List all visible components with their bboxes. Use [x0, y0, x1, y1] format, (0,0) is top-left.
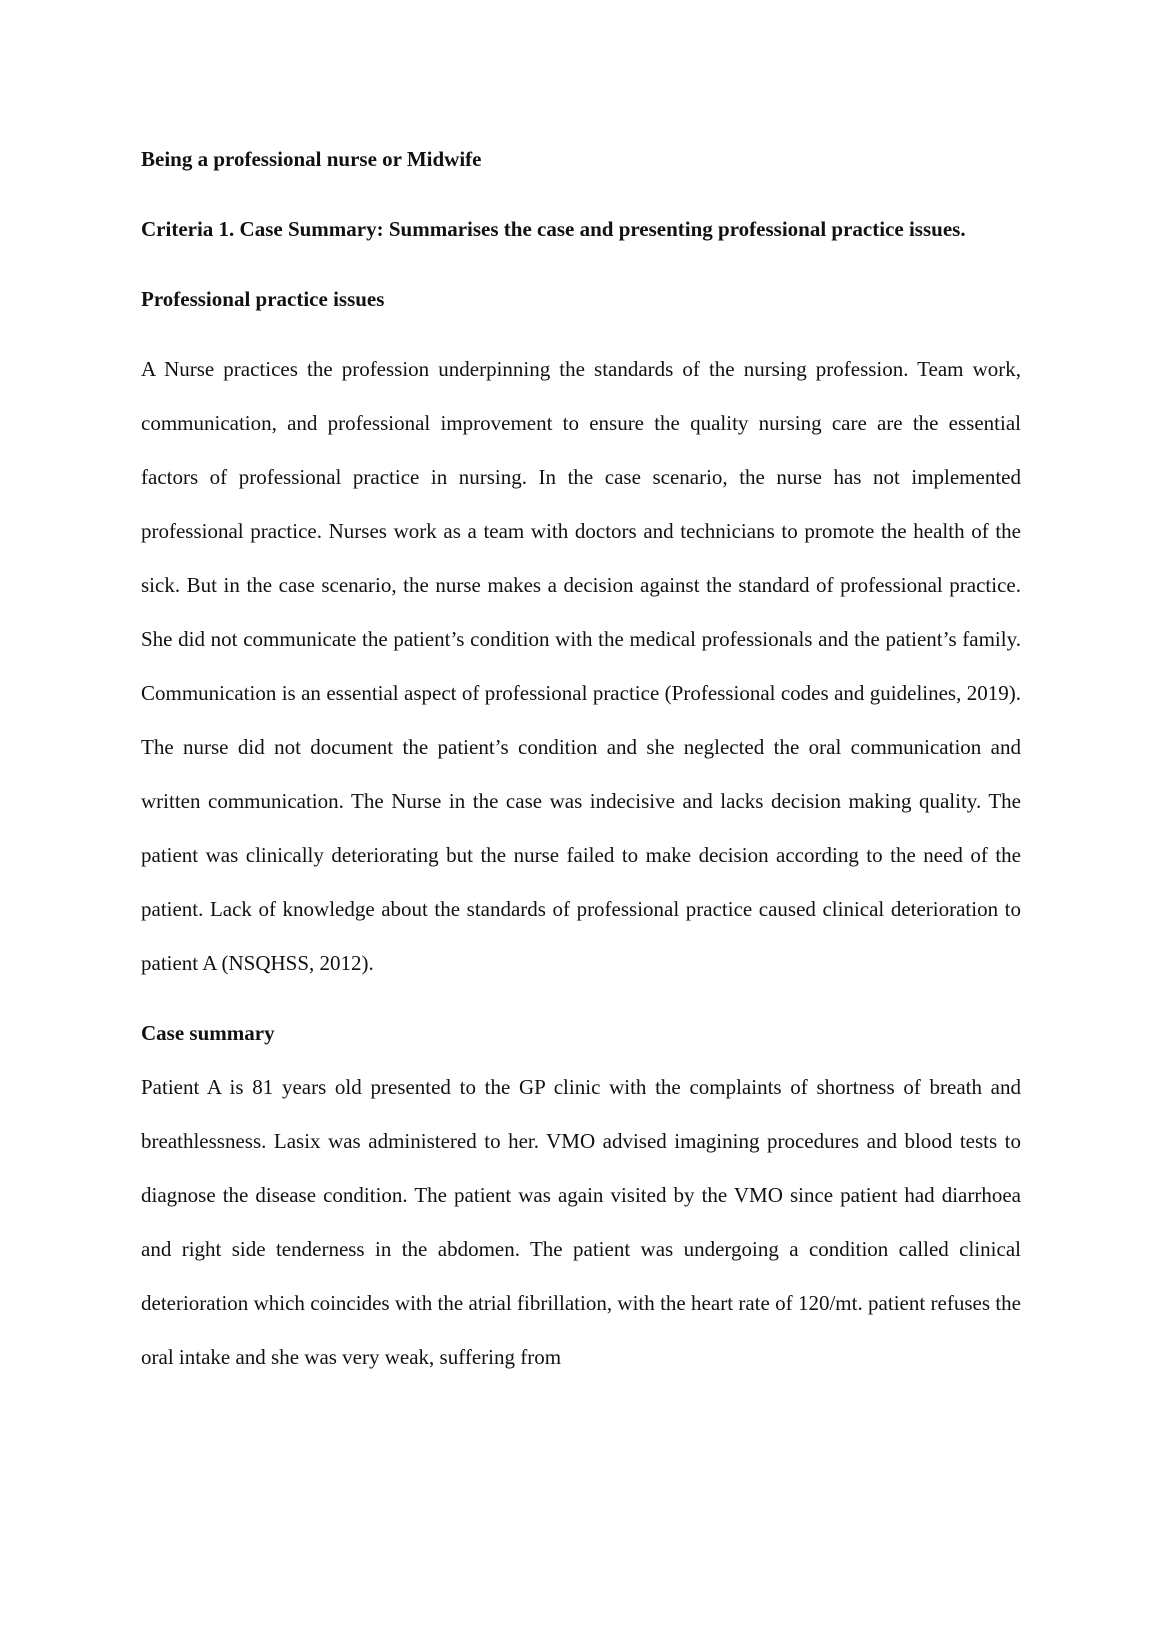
paragraph-professional-practice: A Nurse practices the profession underpinning the standards of the nursing profession. Team work, communication, and professional improvement to ensure the quality nursing care are the essential factors of professional practice in nursing. In the case scenario, the nurse has not implemented professional practice. Nurses work as a team with doctors and technicians to promote the health of the sick. But in the case scenario, the nurse makes a decision against the standard of professional practice. She did not communicate the patient’s condition with the medical professionals and the patient’s family. Communication is an essential aspect of professional practice (Professional codes and guidelines, 2019). The nurse did not document the patient’s condition and she neglected the oral communication and written communication. The Nurse in the case was indecisive and lacks decision making quality. The patient was clinically deteriorating but the nurse failed to make decision according to the need of the patient. Lack of knowledge about the standards of professional practice caused clinical deterioration to patient A (NSQHSS, 2012).	[141, 357, 1021, 975]
section-heading-case-summary: Case summary	[141, 1021, 275, 1045]
section-heading-professional-practice: Professional practice issues	[141, 287, 385, 311]
spacer	[141, 326, 1021, 342]
document-title: Being a professional nurse or Midwife	[141, 147, 482, 171]
paragraph-case-summary: Patient A is 81 years old presented to the GP clinic with the complaints of shortness of breath and breathlessness. Lasix was administered to her. VMO advised imagining procedures and blood tests to diagnose the disease condition. The patient was again visited by the VMO since patient had diarrhoea and right side tenderness in the abdomen. The patient was undergoing a condition called clinical deterioration which coincides with the atrial fibrillation, with the heart rate of 120/mt. patient refuses the oral intake and she was very weak, suffering from	[141, 1075, 1021, 1369]
criteria-heading: Criteria 1. Case Summary: Summarises the case and presenting professional practice issues.	[141, 217, 966, 241]
spacer	[141, 256, 1021, 272]
spacer	[141, 990, 1021, 1006]
document-content	[141, 132, 1021, 1384]
spacer	[141, 186, 1021, 202]
